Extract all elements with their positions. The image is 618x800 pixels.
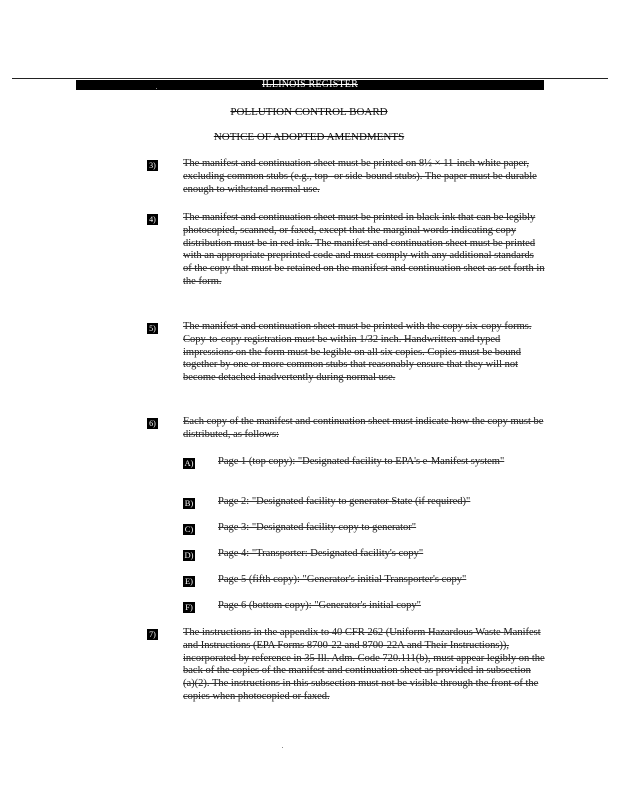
- paragraph-text: The manifest and continuation sheet must be printed in black ink that can be legibly photocopied, scanned, or faxed, except that the marginal words indicating copy distribution must be in red ink. The manifest and continuation sheet must be printed with an appropriate preprinted code and must comply with any additional standards of the copy that must be retained on the manifest and continuation sheet as set forth in the form.: [183, 212, 545, 287]
- paragraph-text: The manifest and continuation sheet must be printed with the copy six-copy forms. Copy-to-copy registration must be within 1/32 inch. Handwritten and typed impressions on the form must be legible on all six copies. Copies must be bound together by one or more common stubs that reasonably ensure that they will not become detached inadvertently during normal use.: [183, 321, 532, 384]
- paragraph-6: [183, 416, 545, 442]
- notice-title: NOTICE OF ADOPTED AMENDMENTS: [213, 131, 405, 143]
- list-letter: F): [183, 602, 195, 613]
- list-letter: A): [184, 458, 194, 468]
- paragraph-4: [183, 212, 545, 289]
- list-item: [218, 548, 538, 561]
- scan-speck: [156, 88, 157, 89]
- list-item: [218, 574, 538, 587]
- paragraph-marker: 3): [147, 160, 158, 171]
- scan-speck: [282, 747, 283, 748]
- paragraph-text: Each copy of the manifest and continuation sheet must indicate how the copy must be distributed, as follows:: [183, 416, 544, 440]
- list-item-text: Page 2: "Designated facility to generator State (if required)": [218, 496, 471, 507]
- list-item: [218, 600, 538, 613]
- register-banner: [76, 80, 544, 90]
- paragraph-marker: 6): [147, 418, 158, 429]
- list-item: [218, 522, 538, 535]
- board-name: POLLUTION CONTROL BOARD: [230, 106, 388, 118]
- list-item: [218, 496, 538, 509]
- paragraph-7: [183, 627, 545, 704]
- list-item-text: Page 4: "Transporter: Designated facility's copy": [218, 548, 424, 559]
- list-letter: B): [184, 498, 194, 508]
- board-heading: [0, 106, 618, 118]
- list-item-text: Page 5 (fifth copy): "Generator's initial Transporter's copy": [218, 574, 467, 585]
- paragraph-3: [183, 158, 545, 196]
- register-title: ILLINOIS REGISTER: [262, 79, 358, 90]
- paragraph-5: [183, 321, 545, 385]
- list-item-text: Page 1 (top copy): "Designated facility to EPA's e-Manifest system": [218, 456, 505, 467]
- list-item: [218, 456, 538, 469]
- paragraph-text: The manifest and continuation sheet must be printed on 8½ × 11-inch white paper, excluding common stubs (e.g., top- or side-bound stubs). The paper must be durable enough to withstand normal use.: [183, 158, 537, 195]
- list-item-text: Page 3: "Designated facility copy to generator": [218, 522, 417, 533]
- paragraph-text: The instructions in the appendix to 40 CFR 262 (Uniform Hazardous Waste Manifest and Instructions (EPA Forms 8700-22 and 8700-22A and Their Instructions)), incorporated by reference in 35 Ill. Adm. Code 720.111(b), must appear legibly on the back of the copies of the manifest and continuation sheet as provided in subsection (a)(2). The instructions in this subsection must not be visible through the front of the copies when photocopied or faxed.: [183, 627, 545, 702]
- paragraph-marker: 5): [147, 323, 158, 334]
- paragraph-marker: 4): [147, 214, 158, 225]
- list-letter: E): [184, 576, 194, 586]
- notice-heading: [0, 131, 618, 143]
- list-letter: C): [184, 524, 194, 534]
- paragraph-marker: 7): [147, 629, 158, 640]
- list-item-text: Page 6 (bottom copy): "Generator's initial copy": [218, 600, 421, 611]
- list-letter: D): [184, 550, 194, 560]
